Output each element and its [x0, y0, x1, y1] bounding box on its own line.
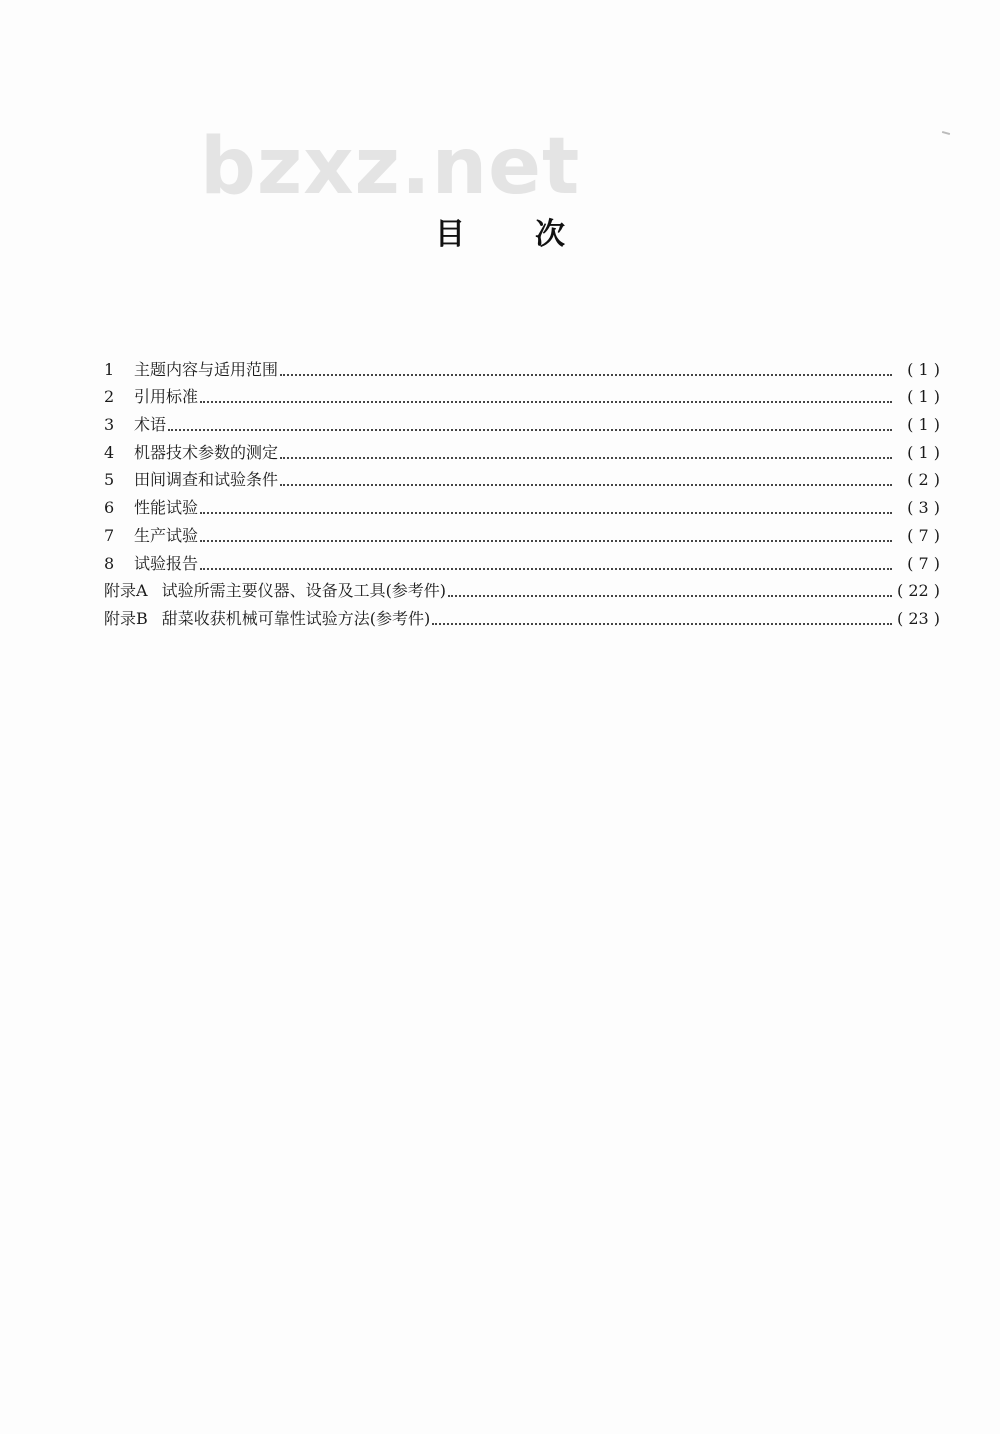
toc-entry-page: ( 1 ): [907, 387, 940, 407]
toc-dot-leader: [280, 372, 892, 376]
scan-speck: [942, 131, 950, 135]
toc-dot-leader: [200, 566, 892, 570]
toc-entry-number: 1: [104, 359, 115, 379]
toc-entry-page: ( 22 ): [896, 581, 940, 601]
toc-entry-number: 8: [104, 553, 115, 573]
toc-dot-leader: [280, 455, 892, 459]
toc-entry-5[interactable]: [104, 463, 940, 491]
toc-entry-page: ( 23 ): [896, 608, 940, 628]
toc-entry-2[interactable]: [104, 380, 940, 408]
toc-entry-page: ( 1 ): [907, 415, 940, 435]
toc-entry-number: 2: [104, 387, 115, 407]
toc-entry-label: 术语: [134, 415, 167, 435]
toc-entry-page: ( 7 ): [907, 525, 940, 545]
table-of-contents: [104, 352, 940, 629]
toc-entry-label: 机器技术参数的测定: [134, 442, 279, 462]
toc-dot-leader: [448, 593, 892, 597]
toc-entry-page: ( 2 ): [907, 470, 940, 490]
toc-entry-number: 附录A: [104, 581, 148, 601]
toc-entry-label: 性能试验: [134, 498, 199, 518]
toc-entry-number: 7: [104, 525, 115, 545]
toc-entry-3[interactable]: [104, 407, 940, 435]
toc-entry-number: 6: [104, 498, 115, 518]
toc-entry-number: 附录B: [104, 608, 148, 628]
toc-entry-1[interactable]: [104, 352, 940, 380]
toc-entry-page: ( 1 ): [907, 442, 940, 462]
toc-entry-page: ( 3 ): [907, 498, 940, 518]
toc-entry-appendix-a[interactable]: [104, 574, 940, 602]
toc-entry-7[interactable]: [104, 518, 940, 546]
toc-entry-label: 田间调查和试验条件: [134, 470, 279, 490]
toc-dot-leader: [200, 510, 892, 514]
toc-entry-page: ( 1 ): [907, 359, 940, 379]
toc-entry-label: 引用标准: [134, 387, 199, 407]
toc-entry-number: 3: [104, 415, 115, 435]
toc-entry-label: 试验报告: [134, 553, 199, 573]
toc-entry-label: 主题内容与适用范围: [134, 359, 279, 379]
toc-dot-leader: [168, 427, 892, 431]
toc-dot-leader: [280, 482, 892, 486]
toc-entry-number: 5: [104, 470, 115, 490]
page-title: 目次: [435, 217, 635, 253]
toc-entry-label: 甜菜收获机械可靠性试验方法(参考件): [161, 608, 431, 628]
toc-dot-leader: [200, 538, 892, 542]
toc-entry-6[interactable]: [104, 490, 940, 518]
toc-dot-leader: [200, 399, 892, 403]
watermark: bzxz.net: [200, 122, 581, 212]
toc-entry-4[interactable]: [104, 435, 940, 463]
toc-entry-page: ( 7 ): [907, 553, 940, 573]
toc-entry-label: 试验所需主要仪器、设备及工具(参考件): [161, 581, 447, 601]
toc-entry-label: 生产试验: [134, 525, 199, 545]
toc-dot-leader: [432, 621, 892, 625]
toc-entry-8[interactable]: [104, 546, 940, 574]
toc-entry-appendix-b[interactable]: [104, 601, 940, 629]
toc-entry-number: 4: [104, 442, 115, 462]
